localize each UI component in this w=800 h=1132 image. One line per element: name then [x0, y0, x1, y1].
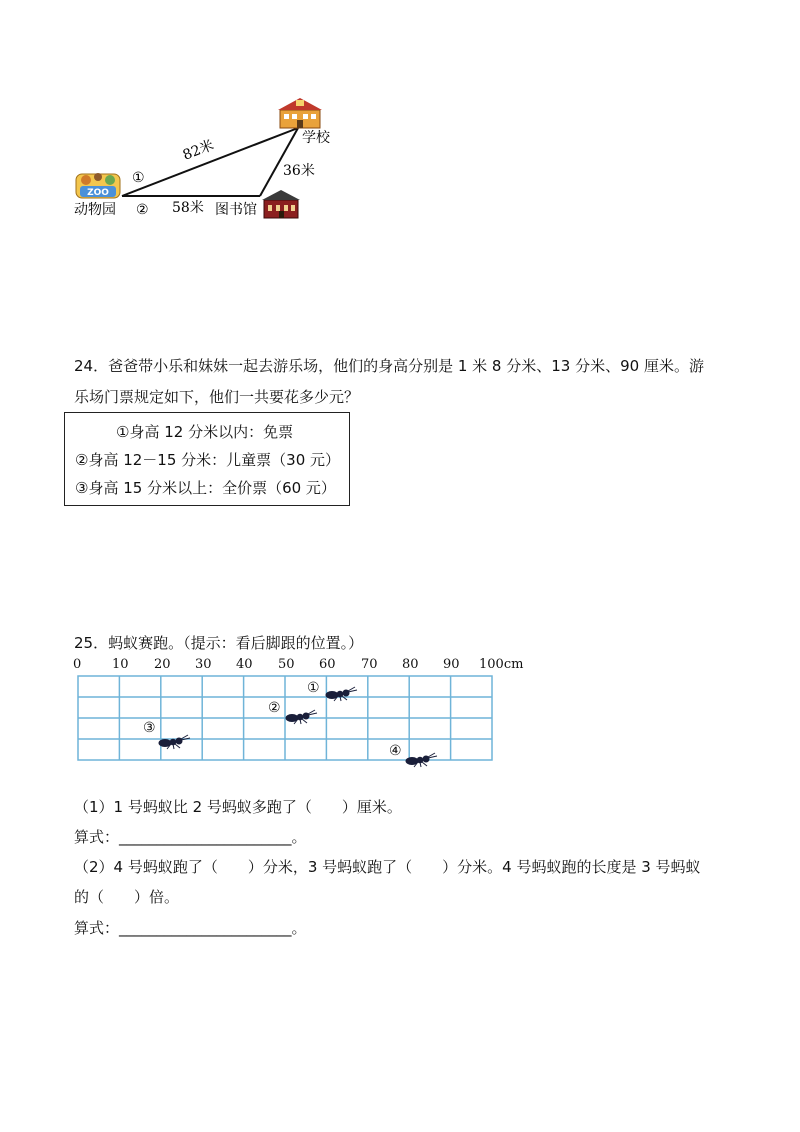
route-2-marker: ②	[136, 202, 149, 218]
ant-3-icon	[157, 734, 193, 750]
ruler-tick: 30	[195, 657, 212, 672]
ant-2-label: ②	[268, 700, 281, 716]
q24-text-line1: 24．爸爸带小乐和妹妹一起去游乐场，他们的身高分别是 1 米 8 分米、13 分米、90 厘米。游	[74, 357, 704, 375]
library-label: 图书馆	[215, 202, 257, 218]
ruler-tick: 10	[112, 657, 129, 672]
ant-2-icon	[284, 709, 320, 725]
distance-zoo-library: 58米	[172, 200, 204, 216]
ticket-rules-box	[64, 412, 350, 506]
ruler-tick: 40	[236, 657, 253, 672]
school-icon	[278, 98, 322, 128]
q25-sub2-line1: （2）4 号蚂蚁跑了（ ）分米，3 号蚂蚁跑了（ ）分米。4 号蚂蚁跑的长度是 3 号蚂蚁	[74, 858, 701, 876]
ticket-rule-2: ②身高 12－15 分米：儿童票（30 元）	[75, 451, 341, 469]
ticket-rule-1: ①身高 12 分米以内：免票	[116, 423, 294, 441]
route-map	[0, 0, 800, 240]
ant-4-label: ④	[389, 743, 402, 759]
q25-title: 25．蚂蚁赛跑。（提示：看后脚跟的位置。）	[74, 634, 364, 652]
ruler-tick: 70	[361, 657, 378, 672]
zoo-label: 动物园	[74, 202, 116, 218]
ant-4-icon	[404, 752, 440, 768]
ruler-tick: 60	[319, 657, 336, 672]
school-label: 学校	[302, 130, 330, 146]
ant-1-label: ①	[307, 680, 320, 696]
ant-1-icon	[324, 686, 360, 702]
q25-formula1[interactable]: 算式：_______________________。	[74, 828, 307, 846]
ruler-tick: 50	[278, 657, 295, 672]
zoo-sign-text: ZOO	[87, 188, 109, 198]
q25-sub1: （1）1 号蚂蚁比 2 号蚂蚁多跑了（ ）厘米。	[74, 798, 402, 816]
library-school-line	[260, 128, 298, 196]
q24-text-line2: 乐场门票规定如下，他们一共要花多少元？	[74, 388, 360, 406]
distance-zoo-school: 82米	[180, 137, 217, 164]
ruler-tick: 90	[443, 657, 460, 672]
ant-3-label: ③	[143, 720, 156, 736]
ruler-tick: 20	[154, 657, 171, 672]
library-icon	[262, 190, 300, 218]
ruler-tick: 0	[73, 657, 82, 672]
q25-formula2[interactable]: 算式：_______________________。	[74, 919, 307, 937]
ruler-tick: 100cm	[479, 657, 524, 672]
ticket-rule-3: ③身高 15 分米以上：全价票（60 元）	[75, 479, 336, 497]
route-1-marker: ①	[132, 170, 145, 186]
distance-library-school: 36米	[283, 163, 315, 179]
q25-sub2-line2: 的（ ）倍。	[74, 888, 180, 906]
ruler-tick: 80	[402, 657, 419, 672]
